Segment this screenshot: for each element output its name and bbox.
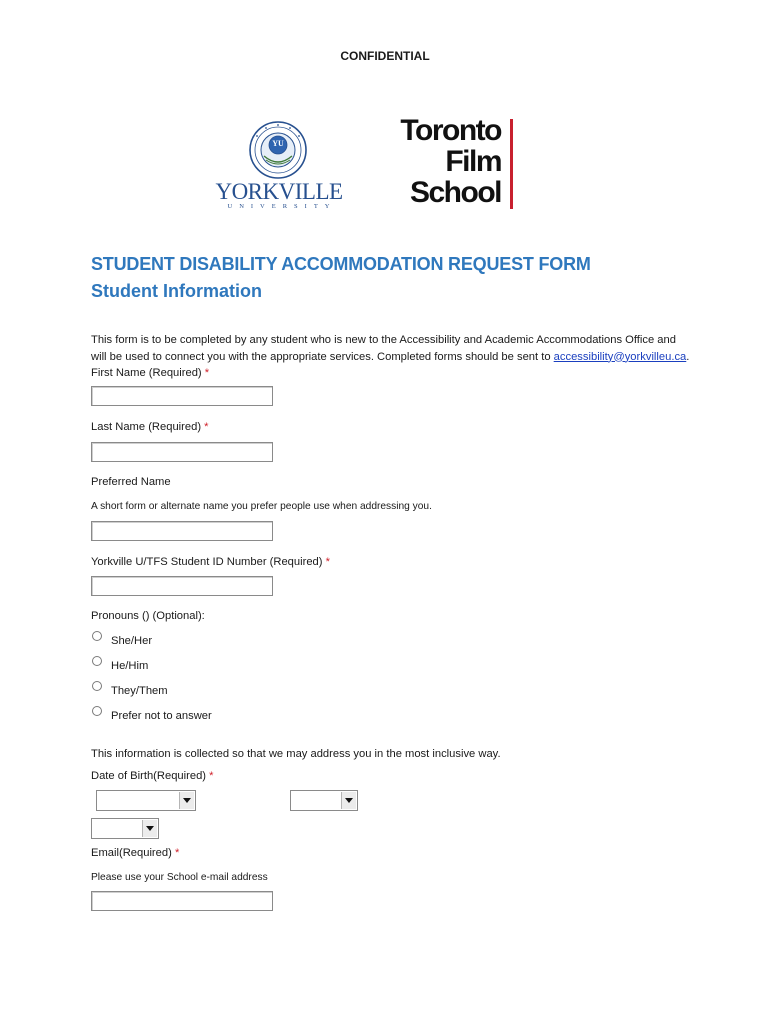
required-marker: * <box>174 847 180 859</box>
toronto-film-school-logo <box>384 116 519 212</box>
radio-button[interactable] <box>92 706 102 716</box>
student-id-label: Yorkville U/TFS Student ID Number (Required) * <box>91 556 330 568</box>
yorkville-subtitle: UNIVERSITY <box>227 203 337 210</box>
preferred-name-help: A short form or alternate name you prefer people use when addressing you. <box>91 501 432 512</box>
pronouns-label: Pronouns () (Optional): <box>91 610 205 622</box>
tfs-line-1: Toronto <box>400 114 501 147</box>
preferred-name-input[interactable] <box>91 521 273 541</box>
yorkville-seal-initials: YU <box>272 139 284 148</box>
yorkville-wordmark: YORKVILLE <box>215 179 343 204</box>
required-marker: * <box>325 556 330 568</box>
intro-text: This form is to be completed by any student who is new to the Accessibility and Academic Accommodations Office and will be used to connect you with the appropriate services. Completed forms should be sent to <box>91 334 676 363</box>
required-marker: * <box>204 367 210 379</box>
required-marker: * <box>209 770 214 782</box>
dob-year-select[interactable] <box>91 818 159 839</box>
radio-button[interactable] <box>92 631 102 641</box>
tfs-line-2: Film <box>445 145 501 178</box>
required-marker: * <box>204 421 209 433</box>
radio-button[interactable] <box>92 681 102 691</box>
email-label: Email(Required) * <box>91 847 180 859</box>
email-input[interactable] <box>91 891 273 911</box>
radio-button[interactable] <box>92 656 102 666</box>
email-help: Please use your School e-mail address <box>91 872 268 883</box>
preferred-name-label: Preferred Name <box>91 476 171 488</box>
confidential-header: CONFIDENTIAL <box>340 49 430 63</box>
yorkville-logo <box>214 118 344 214</box>
dob-month-select[interactable] <box>96 790 196 811</box>
tfs-line-3: School <box>409 176 501 209</box>
intro-paragraph <box>91 332 691 382</box>
chevron-down-icon[interactable] <box>179 792 194 809</box>
pronoun-option-label: He/Him <box>111 660 149 672</box>
first-name-label: . First Name (Required) <box>91 350 690 379</box>
pronoun-option-label: She/Her <box>111 635 153 647</box>
accessibility-email-link[interactable]: accessibility@yorkvilleu.ca <box>553 350 687 363</box>
pronoun-option-label: They/Them <box>111 685 168 697</box>
student-id-input[interactable] <box>91 576 273 596</box>
pronoun-option-label: Prefer not to answer <box>111 710 212 722</box>
last-name-label: Last Name (Required) * <box>91 421 209 433</box>
dob-day-select[interactable] <box>290 790 358 811</box>
last-name-input[interactable] <box>91 442 273 462</box>
pronouns-note: This information is collected so that we may address you in the most inclusive way. <box>91 748 501 760</box>
dob-label: Date of Birth(Required) * <box>91 770 214 782</box>
chevron-down-icon[interactable] <box>142 820 157 837</box>
tfs-red-bar <box>510 119 513 209</box>
chevron-down-icon[interactable] <box>341 792 356 809</box>
form-subtitle: Student Information <box>91 281 262 301</box>
form-title: STUDENT DISABILITY ACCOMMODATION REQUEST FORM <box>91 254 591 274</box>
first-name-input[interactable] <box>91 386 273 406</box>
